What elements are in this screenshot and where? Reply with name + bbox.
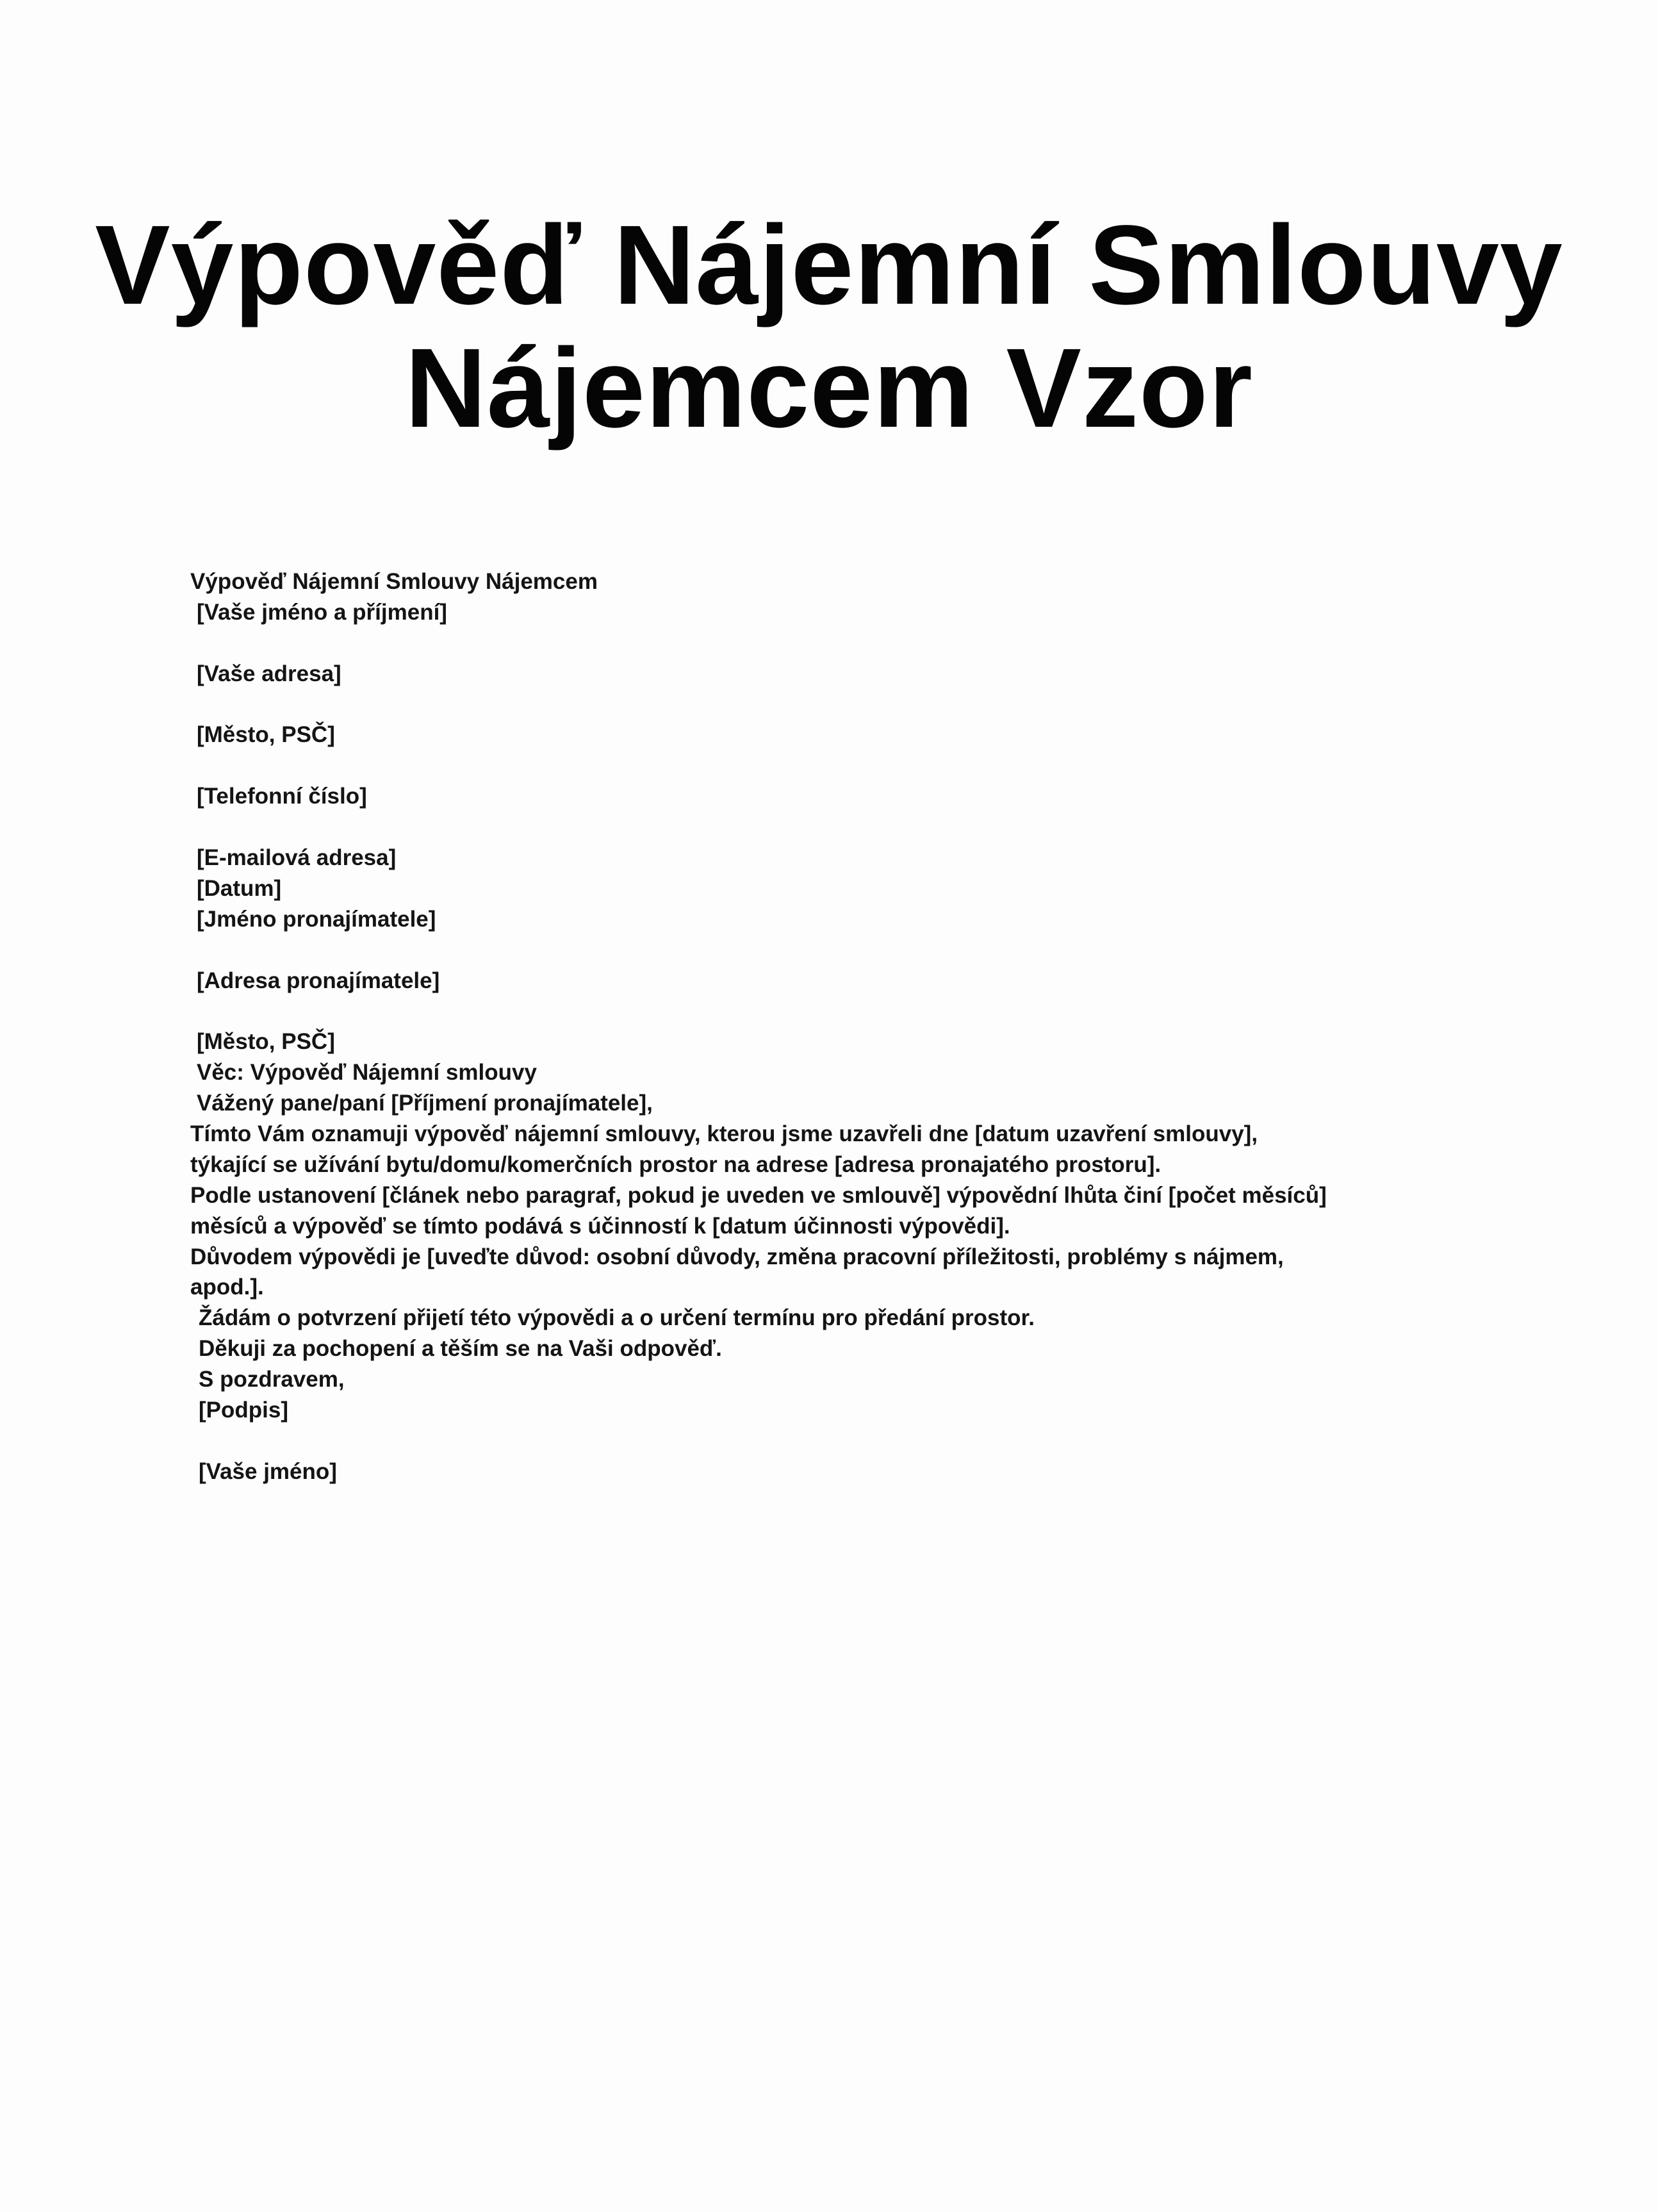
blank-line bbox=[190, 628, 1536, 659]
letter-body bbox=[190, 566, 1536, 1487]
blank-line bbox=[190, 812, 1536, 843]
blank-line bbox=[190, 996, 1536, 1027]
sender-address: [Vaše adresa] bbox=[197, 661, 341, 686]
title-line-1: Výpověď Nájemní Smlouvy bbox=[95, 202, 1563, 328]
landlord-city: [Město, PSČ] bbox=[197, 1029, 335, 1055]
paragraph-line: týkající se užívání bytu/domu/komerčních prostor na adrese [adresa pronajatého prostoru]. bbox=[190, 1151, 1161, 1177]
paragraph-line: Podle ustanovení [článek nebo paragraf, pokud je uveden ve smlouvě] výpovědní lhůta činí [počet měsíců] bbox=[190, 1182, 1327, 1208]
letter-salutation: Vážený pane/paní [Příjmení pronajímatele], bbox=[197, 1091, 653, 1116]
paragraph-line: apod.]. bbox=[190, 1275, 264, 1300]
letter-signature: [Podpis] bbox=[199, 1398, 288, 1423]
blank-line bbox=[190, 935, 1536, 966]
letter-heading: Výpověď Nájemní Smlouvy Nájemcem bbox=[190, 569, 598, 594]
title-line-2: Nájemcem Vzor bbox=[405, 326, 1253, 451]
paragraph-line: měsíců a výpověď se tímto podává s účinností k [datum účinnosti výpovědi]. bbox=[190, 1213, 1010, 1239]
letter-date: [Datum] bbox=[197, 875, 282, 901]
letter-thanks: Děkuji za pochopení a těším se na Vaši odpověď. bbox=[199, 1336, 722, 1362]
blank-line bbox=[190, 689, 1536, 720]
paragraph-line: Tímto Vám oznamuji výpověď nájemní smlouvy, kterou jsme uzavřeli dne [datum uzavření smlouvy], bbox=[190, 1121, 1258, 1147]
sender-email: [E-mailová adresa] bbox=[197, 845, 397, 871]
letter-closing: S pozdravem, bbox=[199, 1367, 345, 1392]
sender-city: [Město, PSČ] bbox=[197, 722, 335, 748]
blank-line bbox=[190, 750, 1536, 781]
paragraph-line: Důvodem výpovědi je [uveďte důvod: osobní důvody, změna pracovní příležitosti, problémy s nájmem, bbox=[190, 1244, 1284, 1269]
landlord-name: [Jméno pronajímatele] bbox=[197, 906, 436, 932]
letter-your-name: [Vaše jméno] bbox=[199, 1458, 337, 1484]
blank-line bbox=[190, 1426, 1536, 1457]
sender-name: [Vaše jméno a příjmení] bbox=[197, 599, 447, 625]
landlord-address: [Adresa pronajímatele] bbox=[197, 968, 440, 993]
letter-request: Žádám o potvrzení přijetí této výpovědi a o určení termínu pro předání prostor. bbox=[199, 1305, 1035, 1331]
document-title bbox=[0, 204, 1658, 450]
letter-subject: Věc: Výpověď Nájemní smlouvy bbox=[197, 1060, 537, 1085]
sender-phone: [Telefonní číslo] bbox=[197, 784, 367, 809]
